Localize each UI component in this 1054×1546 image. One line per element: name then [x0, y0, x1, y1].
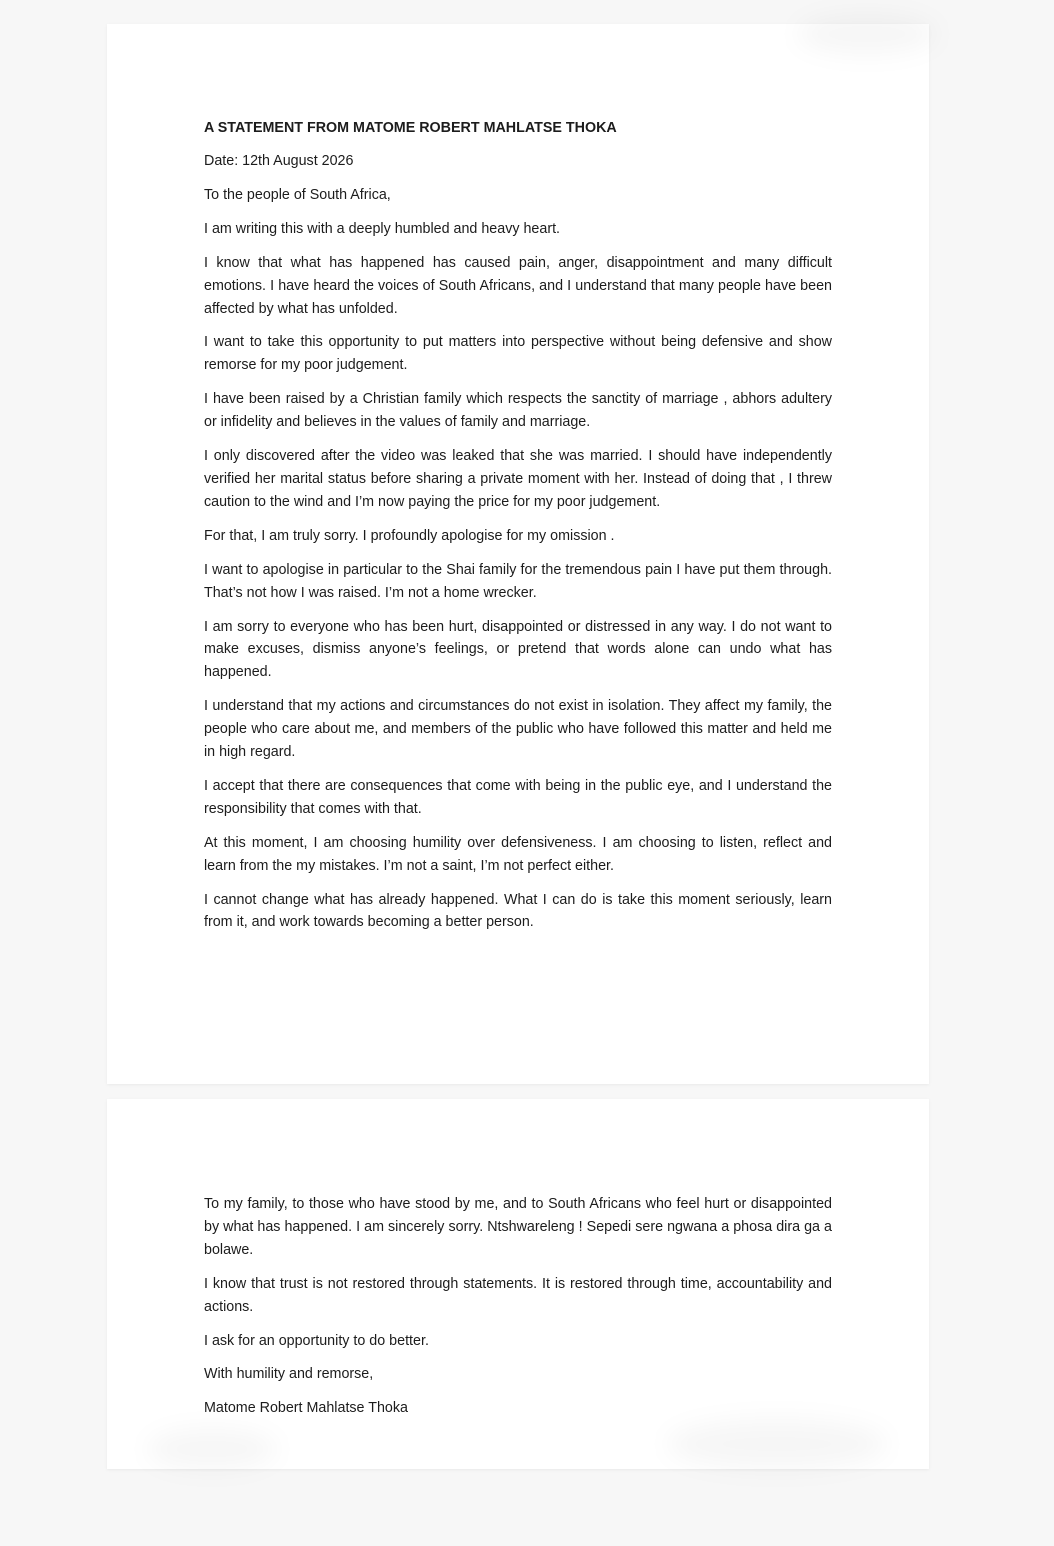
page-shadow: [667, 1419, 887, 1469]
paragraph: I want to take this opportunity to put matters into perspective without being defensive and show remorse for my poor judgement.: [204, 334, 832, 374]
page-shadow: [147, 1429, 277, 1469]
paragraph: To the people of South Africa,: [204, 186, 391, 203]
document-page-2: [107, 1099, 929, 1469]
document-page-1: [107, 24, 929, 1084]
paragraph: I know that what has happened has caused pain, anger, disappointment and many difficult emotions. I have heard the voices of South Africans, and I understand that many people have been affected by what has unfolded.: [204, 254, 832, 317]
paragraph: To my family, to those who have stood by me, and to South Africans who feel hurt or disappointed by what has happened. I am sincerely sorry. Ntshwareleng ! Sepedi sere ngwana a phosa dira ga a bolawe.: [204, 1196, 832, 1258]
paragraph: I have been raised by a Christian family which respects the sanctity of marriage , abhors adultery or infidelity and believes in the values of family and marriage.: [204, 391, 832, 431]
paragraph: I know that trust is not restored through statements. It is restored through time, accountability and actions.: [204, 1275, 832, 1315]
paragraph: I only discovered after the video was leaked that she was married. I should have independently verified her marital status before sharing a private moment with her. Instead of doing that , I threw caution to the wind and I’m now paying the price for my poor judgement.: [204, 448, 832, 510]
closing-line: With humility and remorse,: [204, 1366, 374, 1383]
paragraph: I am sorry to everyone who has been hurt, disappointed or distressed in any way. I do not want to make excuses, dismiss anyone’s feelings, or pretend that words alone can undo what has happened.: [204, 618, 832, 681]
statement-date: Date: 12th August 2026: [204, 153, 354, 169]
paragraph: I am writing this with a deeply humbled and heavy heart.: [204, 220, 561, 237]
paragraph: I cannot change what has already happened. What I can do is take this moment seriously, learn from it, and work towards becoming a better person.: [204, 891, 832, 931]
paragraph: For that, I am truly sorry. I profoundly apologise for my omission .: [204, 527, 615, 544]
page-2-content: [204, 1193, 832, 1431]
page-1-content: [204, 117, 832, 945]
page-shadow: [797, 14, 937, 54]
statement-title: A STATEMENT FROM MATOME ROBERT MAHLATSE THOKA: [204, 120, 617, 136]
paragraph: I accept that there are consequences that come with being in the public eye, and I understand the responsibility that comes with that.: [204, 777, 832, 817]
paragraph: I want to apologise in particular to the Shai family for the tremendous pain I have put them through. That’s not how I was raised. I’m not a home wrecker.: [204, 561, 832, 601]
paragraph: At this moment, I am choosing humility over defensiveness. I am choosing to listen, reflect and learn from the my mistakes. I’m not a saint, I’m not perfect either.: [204, 834, 832, 874]
paragraph: I understand that my actions and circumstances do not exist in isolation. They affect my family, the people who care about me, and members of the public who have followed this matter and held me in high regard.: [204, 698, 832, 761]
signature-name: Matome Robert Mahlatse Thoka: [204, 1400, 408, 1417]
paragraph: I ask for an opportunity to do better.: [204, 1332, 429, 1349]
